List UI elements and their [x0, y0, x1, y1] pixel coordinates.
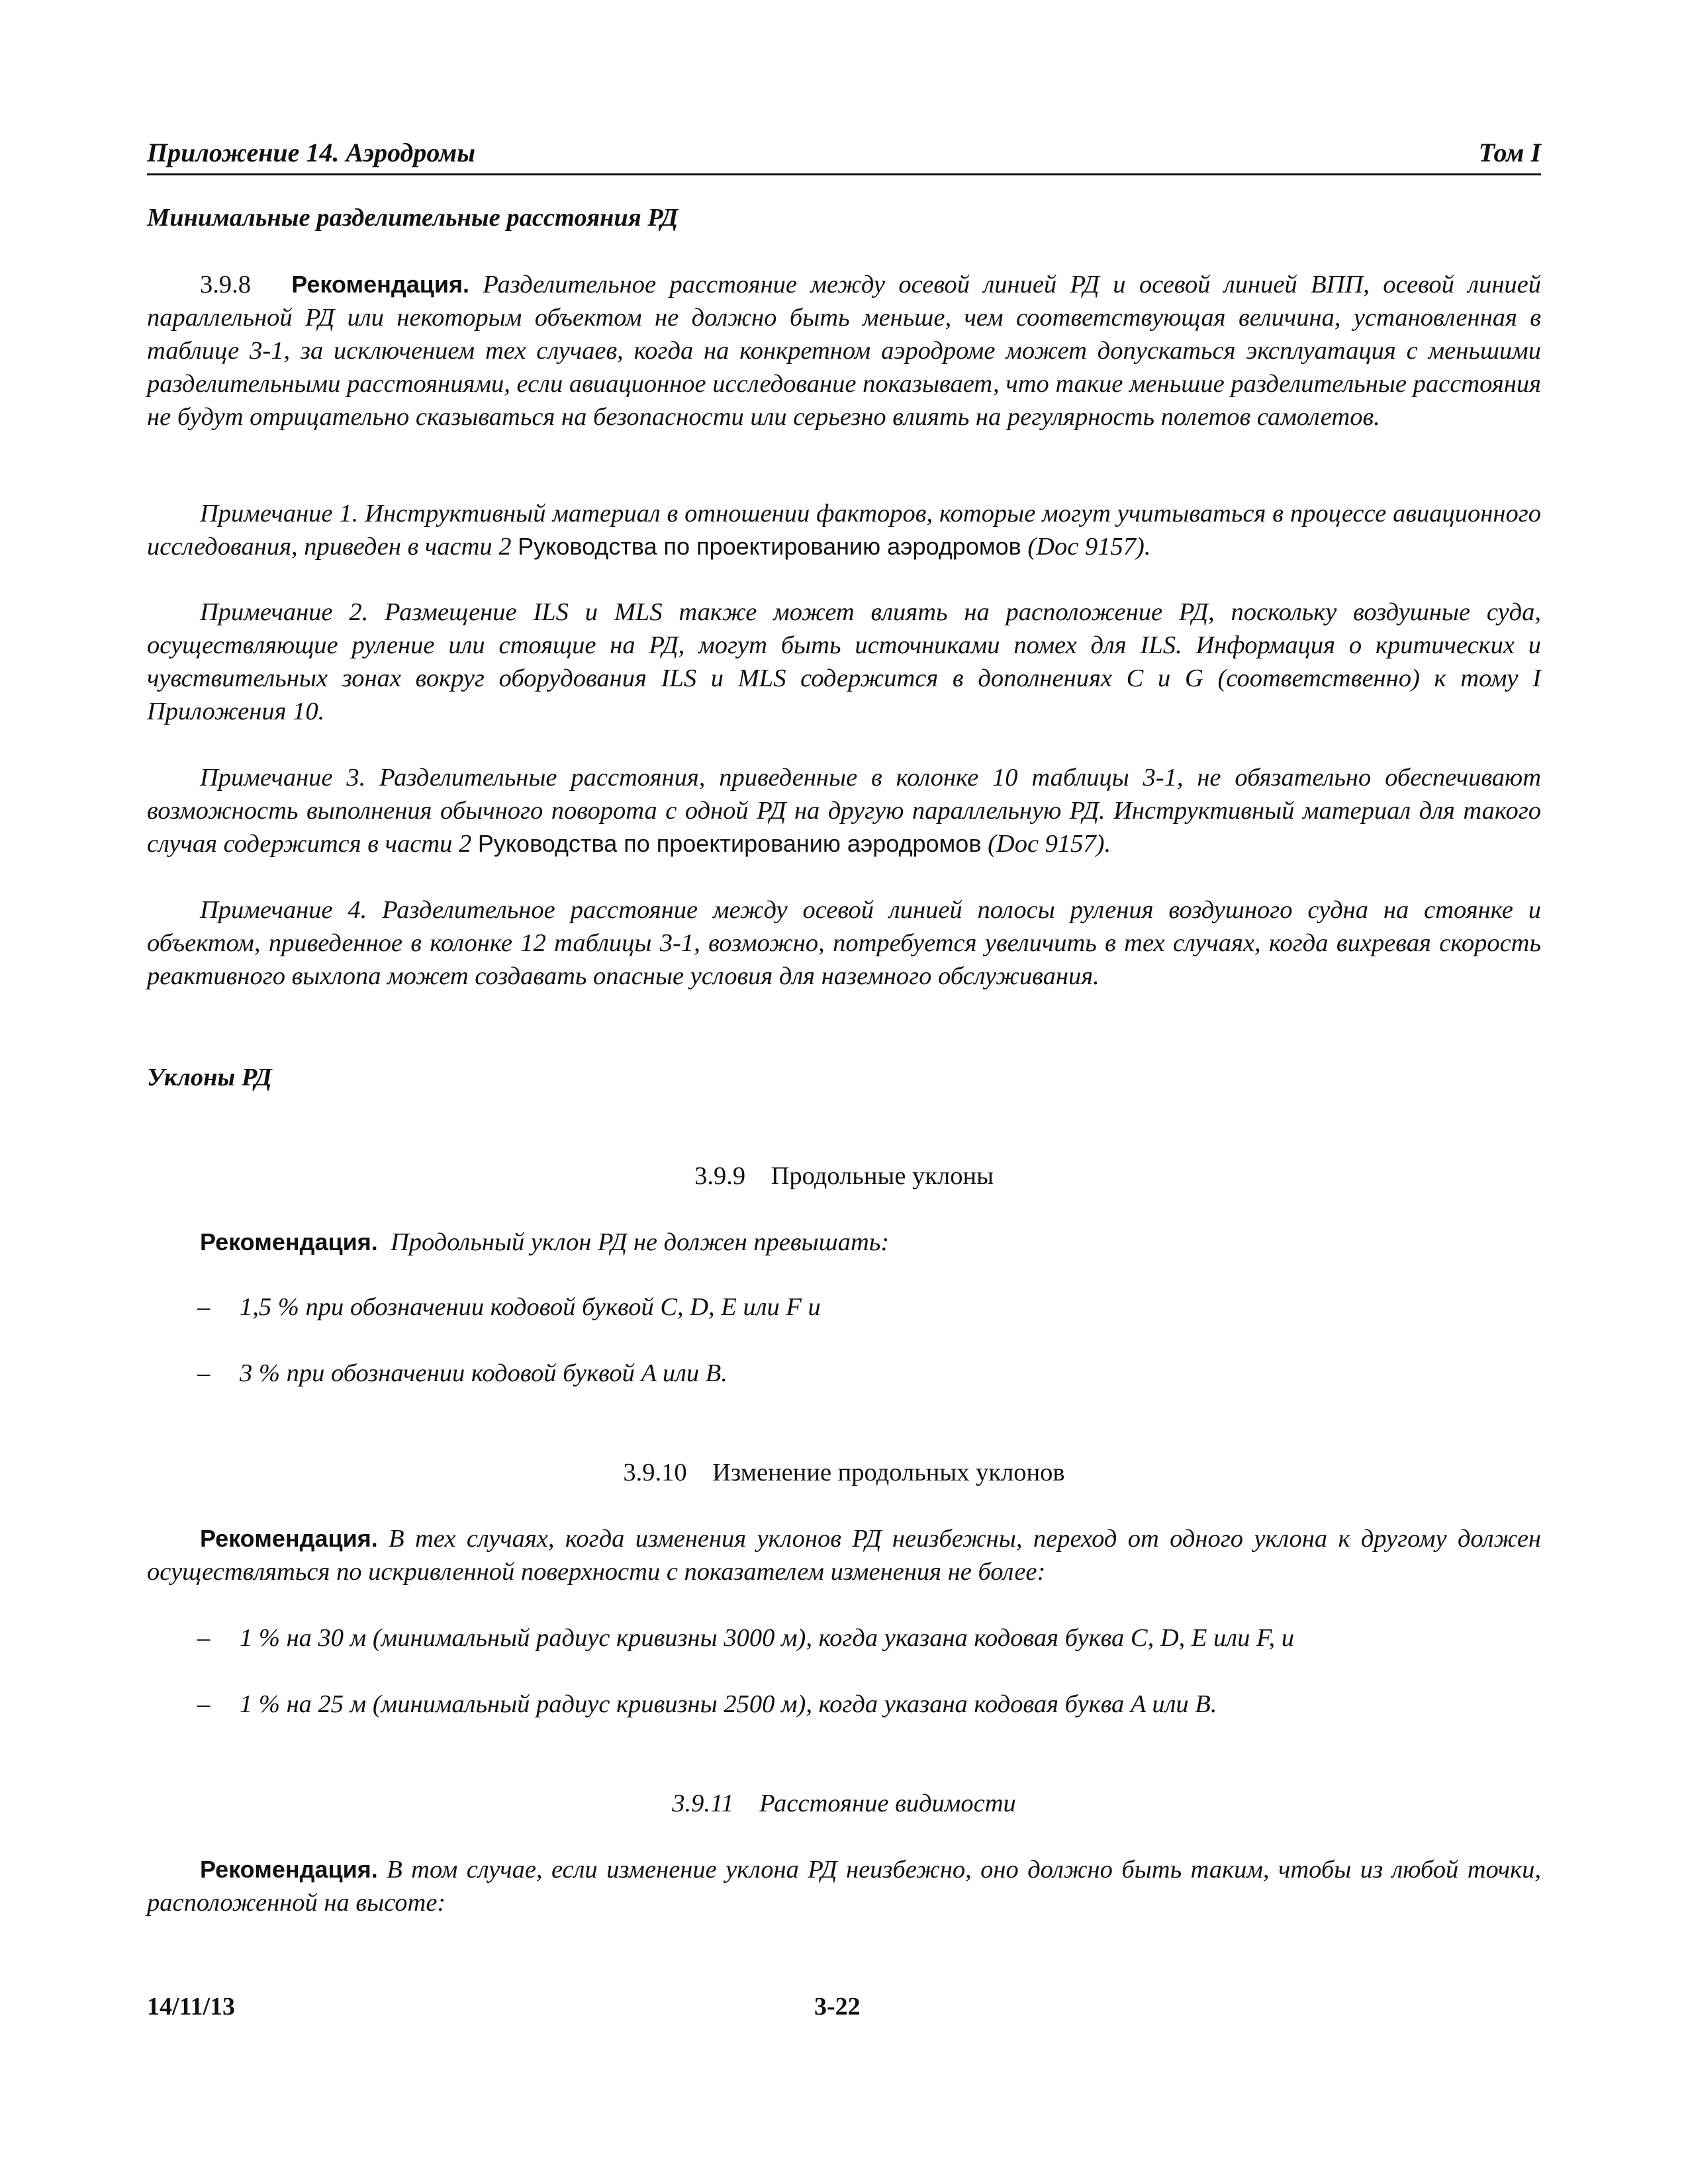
- heading-number: 3.9.11: [672, 1790, 734, 1817]
- doc-title-link: Руководства по проектированию аэродромов: [477, 830, 982, 857]
- note-1-text: Примечание 1. Инструктивный материал в отношении факторов, которые могут учитываться в процессе авиационного исследования, приведен в части 2: [147, 500, 1541, 561]
- paragraph-text: Разделительное расстояние между осевой линией РД и осевой линией ВПП, осевой линией параллельной РД или некоторым объектом не должно быть меньше, чем соответствующая величина, установленная в таблице 3-1, за исключением тех случаев, когда на конкретном аэродроме может допускаться эксплуатация с меньшими разделительными расстояниями, если авиационное исследование показывает, что такие меньшие разделительные расстояния не будут отрицательно сказываться на безопасности или серьезно влиять на регулярность полетов самолетов.: [147, 271, 1542, 431]
- list-item-text: 3 % при обозначении кодовой буквой A или B.: [240, 1359, 727, 1387]
- note-3-text: Примечание 3. Разделительные расстояния, приведенные в колонке 10 таблицы 3-1, не обязательно обеспечивают возможность выполнения обычного поворота с одной РД на другую параллельную РД. Инструктивный материал для такого случая содержится в части 2: [147, 764, 1541, 858]
- doc-reference: (Doc 9157).: [988, 830, 1111, 858]
- note-4: Примечание 4. Разделительное расстояние между осевой линией полосы руления воздушного судна на стоянке и объектом, приведенное в колонке 12 таблицы 3-1, возможно, потребуется увеличить в тех случаях, когда вихревая скорость реактивного выхлопа может создавать опасные условия для наземного обслуживания.: [147, 896, 1541, 990]
- recommendation-label: Рекомендация.: [200, 1856, 378, 1883]
- list-item-text: 1,5 % при обозначении кодовой буквой C, D, E или F и: [240, 1293, 821, 1321]
- note-1: [147, 497, 1541, 563]
- footer-page-number: 3-22: [814, 1993, 861, 2021]
- list-item: [197, 1291, 1541, 1324]
- dash-bullet: –: [197, 1624, 211, 1652]
- recommendation-label: Рекомендация.: [291, 271, 469, 298]
- recommendation-3-9-10: [147, 1522, 1541, 1588]
- running-header: [147, 131, 1541, 175]
- header-volume: Том I: [1478, 138, 1541, 167]
- recommendation-text: Продольный уклон РД не должен превышать:: [390, 1228, 890, 1256]
- section-title-slopes: Уклоны РД: [147, 1064, 272, 1091]
- recommendation-label: Рекомендация.: [200, 1228, 378, 1255]
- doc-reference: (Doc 9157).: [1027, 533, 1151, 561]
- heading-3-9-11: [147, 1787, 1541, 1820]
- heading-title: Изменение продольных уклонов: [712, 1459, 1065, 1486]
- recommendation-text: В том случае, если изменение уклона РД неизбежно, оно должно быть таким, чтобы из любой точки, расположенной на высоте:: [147, 1856, 1542, 1917]
- doc-title-link: Руководства по проектированию аэродромов: [518, 533, 1021, 560]
- list-item: [197, 1688, 1541, 1721]
- heading-title: Расстояние видимости: [759, 1790, 1016, 1817]
- dash-bullet: –: [197, 1359, 211, 1387]
- note-3: [147, 761, 1541, 860]
- paragraph-number: 3.9.8: [200, 271, 251, 298]
- list-item-text: 1 % на 30 м (минимальный радиус кривизны 3000 м), когда указана кодовая буква C, D, E или F, и: [240, 1624, 1295, 1652]
- section-title-separation: Минимальные разделительные расстояния РД: [147, 204, 679, 232]
- note-2: Примечание 2. Размещение ILS и MLS также может влиять на расположение РД, поскольку воздушные суда, осуществляющие руление или стоящие на РД, могут быть источниками помех для ILS. Информация о критических и чувствительных зонах вокруг оборудования ILS и MLS содержится в дополнениях C и G (соответственно) к тому I Приложения 10.: [147, 598, 1541, 725]
- list-item: [197, 1357, 1541, 1390]
- heading-number: 3.9.10: [623, 1459, 687, 1486]
- heading-title: Продольные уклоны: [771, 1162, 994, 1190]
- list-item-text: 1 % на 25 м (минимальный радиус кривизны 2500 м), когда указана кодовая буква A или B.: [240, 1690, 1217, 1718]
- list-item: [197, 1621, 1541, 1655]
- paragraph-3-9-8: [147, 268, 1541, 433]
- recommendation-text: В тех случаях, когда изменения уклонов РД неизбежны, переход от одного уклона к другому должен осуществляться по искривленной поверхности с показателем изменения не более:: [147, 1525, 1542, 1586]
- recommendation-3-9-9: [147, 1226, 1541, 1259]
- footer-date: 14/11/13: [147, 1993, 236, 2021]
- dash-bullet: –: [197, 1293, 211, 1321]
- heading-number: 3.9.9: [694, 1162, 746, 1190]
- heading-3-9-10: [147, 1456, 1541, 1489]
- recommendation-3-9-11: [147, 1853, 1541, 1919]
- header-title: Приложение 14. Аэродромы: [147, 138, 476, 167]
- recommendation-label: Рекомендация.: [200, 1525, 378, 1552]
- dash-bullet: –: [197, 1690, 211, 1718]
- heading-3-9-9: [147, 1160, 1541, 1193]
